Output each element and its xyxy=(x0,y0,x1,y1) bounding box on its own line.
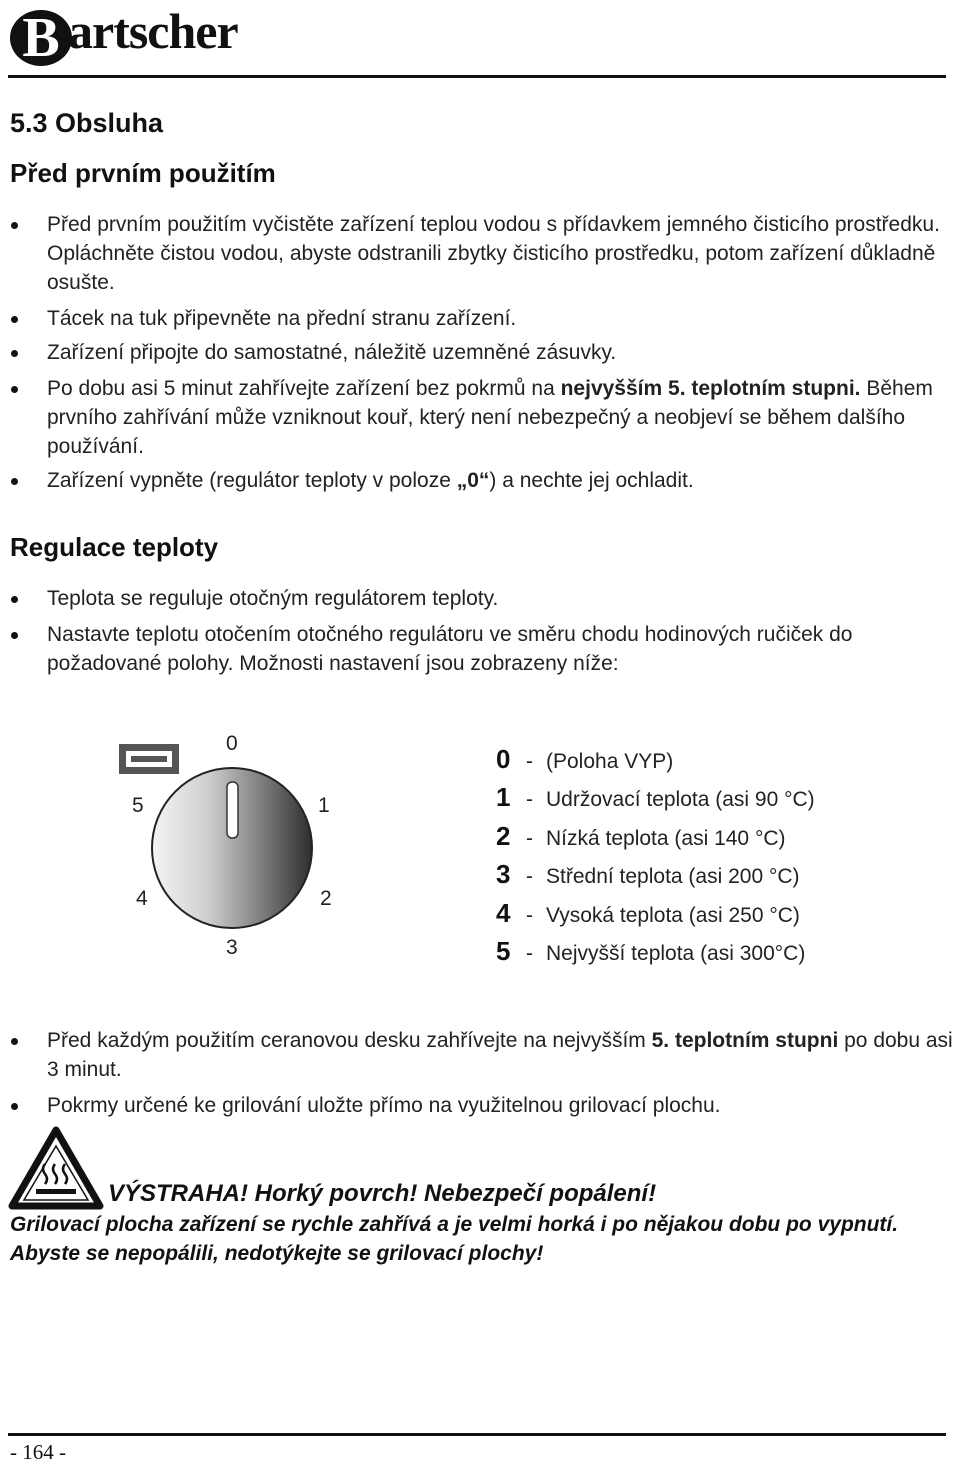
first-use-item: Tácek na tuk připevněte na přední stranu zařízení. xyxy=(47,304,959,333)
setting-text: Nízká teplota (asi 140 °C) xyxy=(546,827,786,850)
setting-number: 0 xyxy=(496,744,511,774)
setting-number: 5 xyxy=(496,936,511,966)
usage-item xyxy=(47,1026,959,1084)
hot-surface-warning-icon xyxy=(8,1126,104,1210)
setting-number: 1 xyxy=(496,782,511,812)
dial-label-3: 3 xyxy=(226,936,238,959)
setting-dash: - xyxy=(526,750,533,773)
setting-text: Vysoká teplota (asi 250 °C) xyxy=(546,904,800,927)
setting-number: 4 xyxy=(496,898,511,928)
dial-label-4: 4 xyxy=(136,887,148,910)
item-bold-text: „0“ xyxy=(456,469,490,492)
setting-number: 3 xyxy=(496,859,511,889)
setting-text: Udržovací teplota (asi 90 °C) xyxy=(546,788,815,811)
setting-dash: - xyxy=(526,904,533,927)
page-number: - 164 - xyxy=(10,1440,66,1464)
setting-dash: - xyxy=(526,827,533,850)
first-use-item: Před prvním použitím vyčistěte zařízení teplou vodou s přídavkem jemného čisticího prostředku. Opláchněte čistou vodou, abyste odstranili zbytky čisticího prostředku, potom zařízení důkladně osušte. xyxy=(47,210,959,297)
dial-label-1: 1 xyxy=(318,794,330,817)
warning-text: Grilovací plocha zařízení se rychle zahřívá a je velmi horká i po nějakou dobu po vypnutí. Abyste se nepopálili, nedotýkejte se grilovací plochy! xyxy=(10,1213,899,1265)
item-bold-text: 5. teplotním stupni xyxy=(651,1029,839,1052)
header-divider xyxy=(8,75,946,78)
setting-number: 2 xyxy=(496,821,511,851)
first-use-item: Zařízení připojte do samostatné, náležitě uzemněné zásuvky. xyxy=(47,338,959,367)
setting-row xyxy=(496,821,786,855)
heating-element-icon xyxy=(119,744,179,774)
usage-item: Pokrmy určené ke grilování uložte přímo na využitelnou grilovací plochu. xyxy=(47,1091,959,1120)
first-use-item xyxy=(47,374,959,461)
setting-row xyxy=(496,782,815,816)
temperature-item: Teplota se reguluje otočným regulátorem teploty. xyxy=(47,584,959,613)
brand-logo-text: artscher xyxy=(68,3,238,59)
warning-title: VÝSTRAHA! Horký povrch! Nebezpečí popálení! xyxy=(108,1180,657,1207)
setting-dash: - xyxy=(526,788,533,811)
setting-text: Nejvyšší teplota (asi 300°C) xyxy=(546,942,806,965)
footer-divider xyxy=(8,1433,946,1436)
dial-label-0: 0 xyxy=(226,732,238,755)
temperature-heading: Regulace teploty xyxy=(10,532,219,562)
setting-text: Střední teplota (asi 200 °C) xyxy=(546,865,800,888)
setting-row xyxy=(496,936,805,970)
item-text: Zařízení vypněte (regulátor teploty v poloze xyxy=(47,469,457,492)
setting-row xyxy=(496,898,800,932)
item-bold-text: nejvyšším 5. teplotním stupni. xyxy=(560,377,861,400)
setting-dash: - xyxy=(526,942,533,965)
dial-pointer xyxy=(227,782,238,838)
item-text: Před každým použitím ceranovou desku zahřívejte na nejvyšším xyxy=(47,1029,652,1052)
item-text: Po dobu asi 5 minut zahřívejte zařízení bez pokrmů na xyxy=(47,377,561,400)
brand-logo xyxy=(10,2,238,72)
item-text: ) a nechte jej ochladit. xyxy=(489,469,694,492)
first-use-item xyxy=(47,466,959,495)
setting-row xyxy=(496,744,673,778)
dial-label-5: 5 xyxy=(132,794,144,817)
item-text: po dobu asi 3 minut. xyxy=(47,1029,953,1081)
setting-text: (Poloha VYP) xyxy=(546,750,674,773)
setting-row xyxy=(496,859,800,893)
item-text: Během prvního zahřívání může vzniknout kouř, který není nebezpečný a neobjeví se během dalšího používání. xyxy=(47,377,933,458)
first-use-heading: Před prvním použitím xyxy=(10,158,276,188)
brand-logo-initial: B xyxy=(10,10,72,66)
dial-label-2: 2 xyxy=(320,887,332,910)
temperature-dial-diagram xyxy=(100,720,370,970)
setting-dash: - xyxy=(526,865,533,888)
section-title: 5.3 Obsluha xyxy=(10,108,164,138)
temperature-item: Nastavte teplotu otočením otočného regulátoru ve směru chodu hodinových ručiček do požadované polohy. Možnosti nastavení jsou zobrazeny níže: xyxy=(47,620,959,678)
